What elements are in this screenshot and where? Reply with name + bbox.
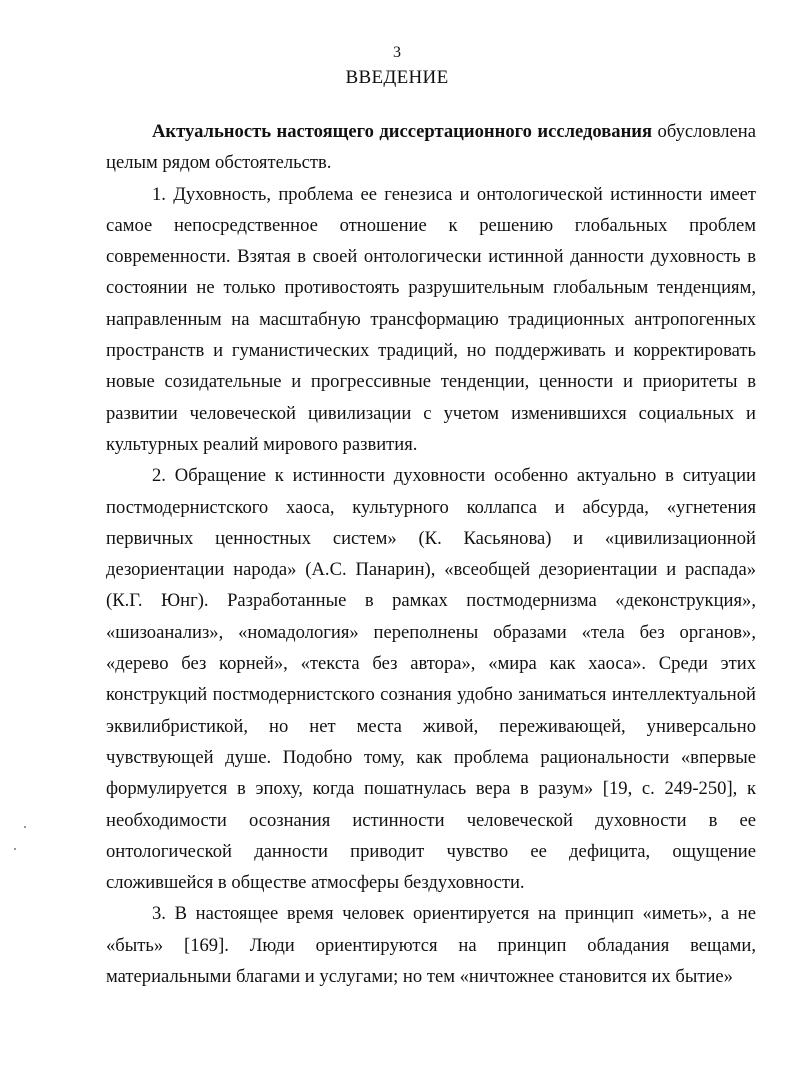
section-heading: ВВЕДЕНИЕ xyxy=(345,67,449,88)
intro-rest: обусловлена целым рядом обстоятельств. xyxy=(106,121,756,174)
intro-bold-lead: Актуальность настоящего диссертационного исследования xyxy=(152,121,653,142)
body-text xyxy=(106,116,756,992)
intro-paragraph xyxy=(106,116,756,179)
paragraph-2: 2. Обращение к истинности духовности особенно актуально в ситуации постмодернистского хаоса, культурного коллапса и абсурда, «угнетения первичных ценностных систем» (К. Касьянова) и «цивилизационной дезориентации народа» (А.С. Панарин), «всеобщей дезориентации и распада» (К.Г. Юнг). Разработанные в рамках постмодернизма «деконструкция», «шизоанализ», «номадология» переполнены образами «тела без органов», «дерево без корней», «текста без автора», «мира как хаоса». Среди этих конструкций постмодернистского сознания удобно заниматься интеллектуальной эквилибристикой, но нет места живой, переживающей, универсально чувствующей душе. Подобно тому, как проблема рациональности «впервые формулируется в эпоху, когда пошатнулась вера в разум» [19, с. 249-250], к необходимости осознания истинности человеческой духовности в ее онтологической данности приводит чувство ее дефицита, ощущение сложившейся в обществе атмосферы бездуховности. xyxy=(106,465,756,894)
scan-speck xyxy=(14,848,16,850)
paragraph-1: 1. Духовность, проблема ее генезиса и онтологической истинности имеет самое непосредственное отношение к решению глобальных проблем современности. Взятая в своей онтологически истинной данности духовность в состоянии не только противостоять разрушительным глобальным тенденциям, направленным на масштабную трансформацию традиционных антропогенных пространств и гуманистических традиций, но поддерживать и корректировать новые созидательные и прогрессивные тенденции, ценности и приоритеты в развитии человеческой цивилизации с учетом изменившихся социальных и культурных реалий мирового развития. xyxy=(106,183,756,455)
paragraph-3: 3. В настоящее время человек ориентируется на принцип «иметь», а не «быть» [169]. Люди ориентируются на принцип обладания вещами, материальными благами и услугами; но тем «ничтожнее становится их бытие» xyxy=(106,903,756,988)
page-number: 3 xyxy=(393,44,401,61)
scan-speck xyxy=(24,826,26,828)
